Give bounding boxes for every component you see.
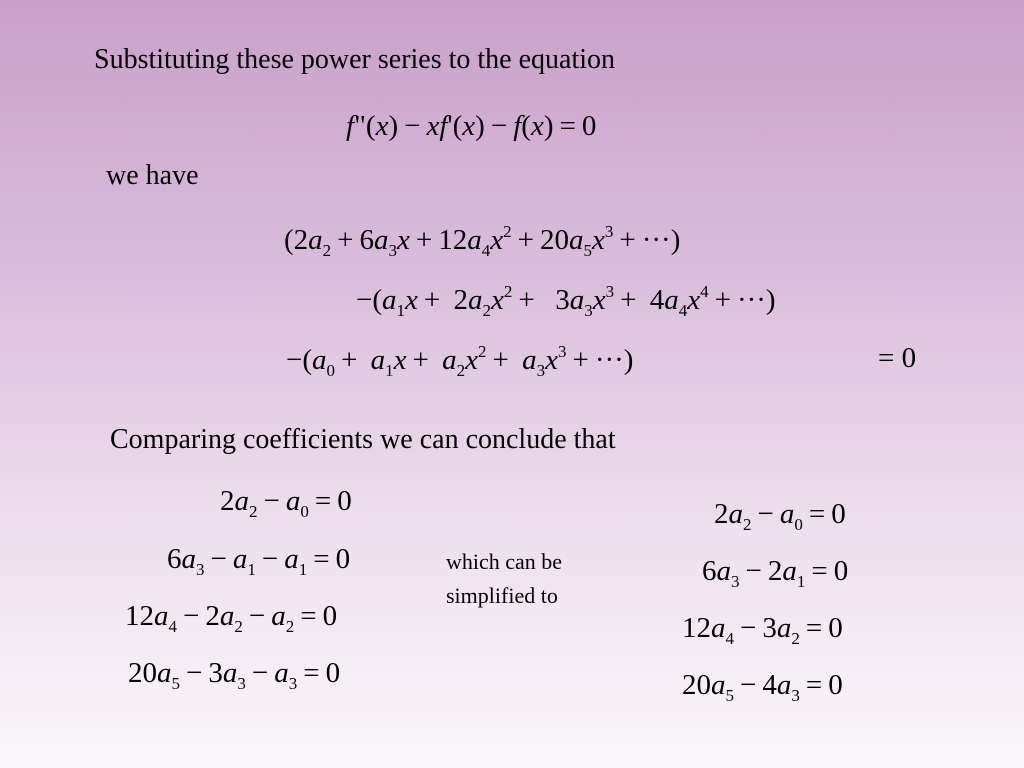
right-equation-3: $12a_4 - 3a_2 = 0$ xyxy=(682,612,843,648)
right-equation-4: $20a_5 - 4a_3 = 0$ xyxy=(682,669,843,705)
right-equation-1: $2a_2 - a_0 = 0$ xyxy=(714,498,846,534)
series-line-2: $-(a_1x + 2a_2x^2 + 3a_3x^3 + 4a_4x^4$ + ···) xyxy=(356,282,776,320)
left-equation-1: $2a_2 - a_0 = 0$ xyxy=(220,485,352,521)
left-equation-2: $6a_3 - a_1 - a_1 = 0$ xyxy=(167,543,351,579)
series-rhs: = 0 xyxy=(878,342,917,374)
ode-equation: f"(x) − xf'(x) − f(x) = 0 xyxy=(346,110,597,142)
left-equation-4: $20a_5 - 3a_3 - a_3 = 0$ xyxy=(128,657,341,693)
intro-text: Substituting these power series to the equation xyxy=(94,44,616,75)
left-equation-3: $12a_4 - 2a_2 - a_2 = 0$ xyxy=(125,600,338,636)
simplified-text: which can be simplified to xyxy=(446,549,563,608)
series-line-3: $-(a_0 + a_1x + a_2x^2 + a_3x^3$ + ···) xyxy=(286,342,634,380)
right-equation-2: $6a_3 - 2a_1 = 0$ xyxy=(702,555,849,591)
we-have-text: we have xyxy=(106,160,199,191)
series-line-1: ($2a_2 + 6a_3x + 12a_4x^2 + 20a_5x^3$ + ···) xyxy=(284,222,681,260)
comparing-text: Comparing coefficients we can conclude that xyxy=(110,424,616,455)
